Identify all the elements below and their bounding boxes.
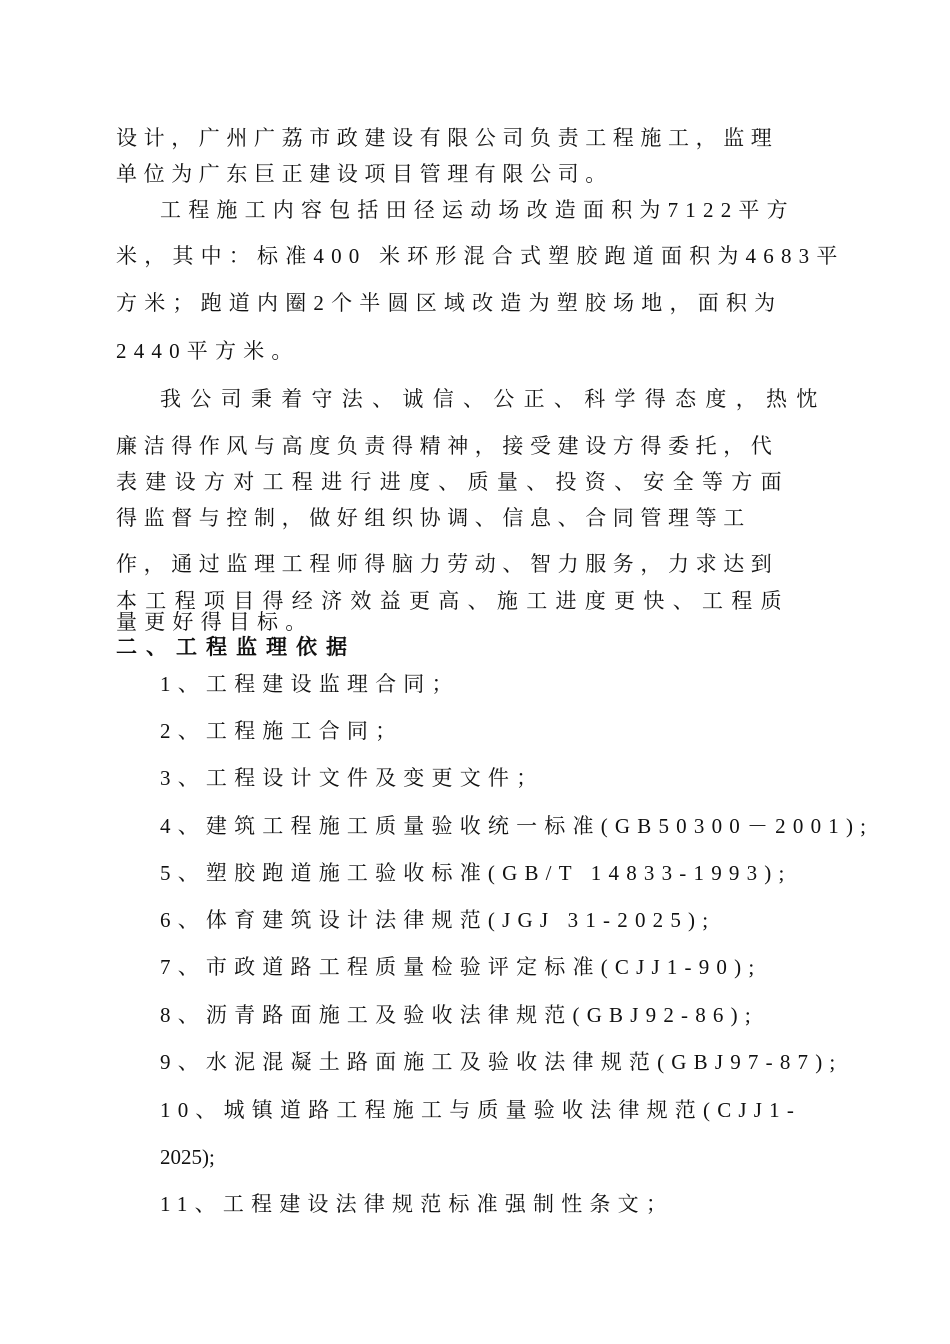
paragraph-line: 方米；跑道内圈2个半圆区域改造为塑胶场地，面积为 [116,291,783,315]
list-item: 11、工程建设法律规范标准强制性条文； [160,1192,675,1216]
list-item: 2、工程施工合同； [160,719,404,743]
paragraph-line: 本工程项目得经济效益更高、施工进度更快、工程质 [116,589,790,613]
list-item: 8、沥青路面施工及验收法律规范(GBJ92-86); [160,1003,758,1027]
list-item: 1、工程建设监理合同； [160,672,460,696]
list-item: 10、城镇道路工程施工与质量验收法律规范(CJJ1- [160,1098,802,1122]
list-item: 5、塑胶跑道施工验收标准(GB/T 14833-1993); [160,861,792,885]
paragraph-line: 作，通过监理工程师得脑力劳动、智力服务，力求达到 [116,552,779,576]
paragraph-line: 量更好得目标。 [116,610,314,634]
paragraph-line: 得监督与控制，做好组织协调、信息、合同管理等工 [116,506,751,530]
paragraph-line: 工程施工内容包括田径运动场改造面积为7122平方 [160,198,795,222]
list-item: 9、水泥混凝土路面施工及验收法律规范(GBJ97-87); [160,1050,843,1074]
section-heading: 二、工程监理依据 [116,635,356,659]
paragraph-line: 表建设方对工程进行进度、质量、投资、安全等方面 [116,470,790,494]
paragraph-line: 2440平方米。 [116,339,300,363]
paragraph-line: 设计，广州广荔市政建设有限公司负责工程施工，监理 [116,126,779,150]
paragraph-line: 米，其中：标准400 米环形混合式塑胶跑道面积为4683平 [116,244,845,268]
list-item: 4、建筑工程施工质量验收统一标准(GB50300－2001); [160,814,874,838]
list-item-continuation: 2025); [160,1145,215,1169]
list-item: 3、工程设计文件及变更文件； [160,766,545,790]
paragraph-line: 单位为广东巨正建设项目管理有限公司。 [116,162,613,186]
list-item: 6、体育建筑设计法律规范(JGJ 31-2025); [160,908,716,932]
paragraph-line: 我公司秉着守法、诚信、公正、科学得态度，热忱 [160,387,827,411]
paragraph-line: 廉洁得作风与高度负责得精神，接受建设方得委托，代 [116,434,779,458]
list-item: 7、市政道路工程质量检验评定标准(CJJ1-90); [160,955,762,979]
